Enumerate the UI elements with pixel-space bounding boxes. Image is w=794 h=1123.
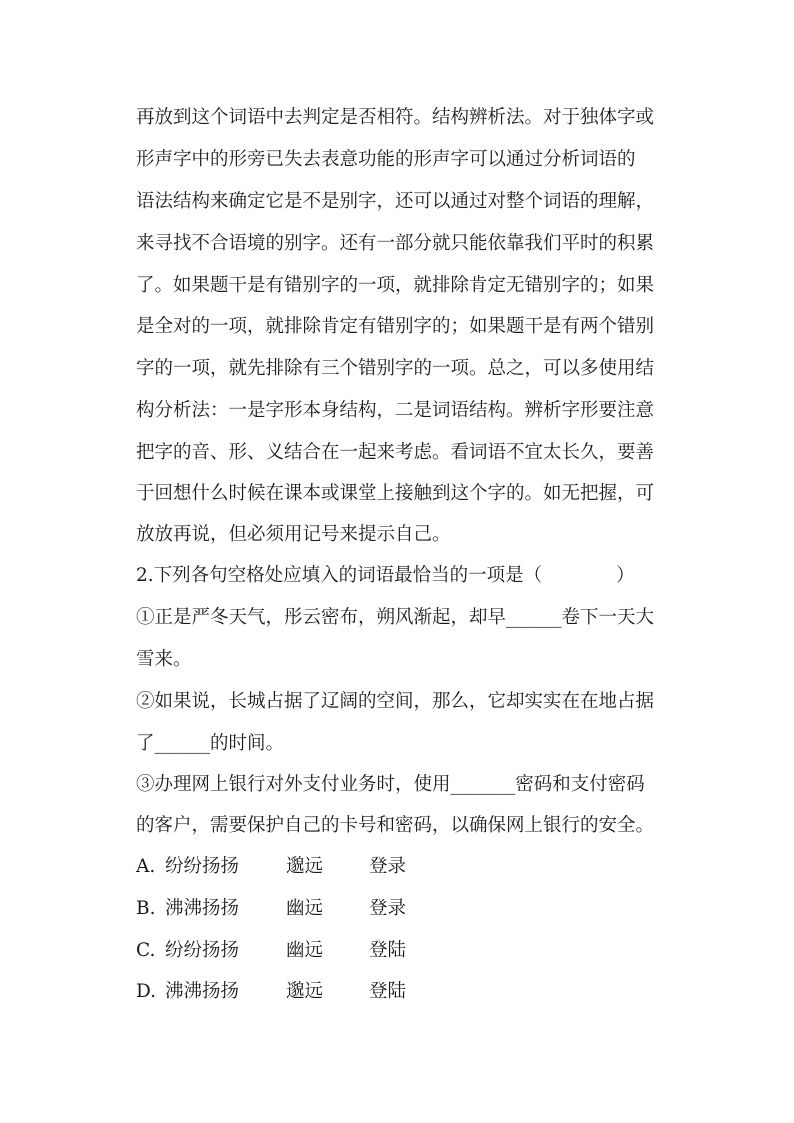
- question-stem: 2.下列各句空格处应填入的词语最恰当的一项是（ ）: [136, 565, 635, 586]
- option-word: 沸沸扬扬: [165, 981, 240, 1002]
- paragraph-line: 构分析法：一是字形本身结构，二是词语结构。辨析字形要注意: [136, 400, 655, 421]
- option-word: 沸沸扬扬: [165, 898, 240, 919]
- option-letter: D.: [136, 981, 157, 1002]
- paragraph-line: 放放再说，但必须用记号来提示自己。: [136, 524, 451, 545]
- paragraph-line: 语法结构来确定它是不是别字，还可以通过对整个词语的理解，: [136, 191, 655, 212]
- option-word: 登陆: [369, 940, 407, 961]
- question-item-line: 雪来。: [136, 649, 192, 670]
- paragraph-line: 字的一项，就先排除有三个错别字的一项。总之，可以多使用结: [136, 358, 655, 379]
- option-word: 纷纷扬扬: [165, 856, 240, 877]
- option-letter: A.: [136, 856, 156, 877]
- option-word: 幽远: [286, 898, 324, 919]
- option-word: 邈远: [286, 856, 324, 877]
- paragraph-line: 是全对的一项，就排除肯定有错别字的；如果题干是有两个错别: [136, 316, 655, 337]
- question-item-line: 了______的时间。: [136, 733, 285, 754]
- option-letter: C.: [136, 940, 156, 961]
- option-letter: B.: [136, 898, 156, 919]
- option-word: 登陆: [369, 981, 407, 1002]
- question-item-line: 的客户，需要保护自己的卡号和密码，以确保网上银行的安全。: [136, 815, 655, 836]
- option-word: 登录: [369, 856, 407, 877]
- question-item-line: ③办理网上银行对外支付业务时，使用_______密码和支付密码: [136, 774, 645, 795]
- option-word: 邈远: [286, 981, 324, 1002]
- paragraph-line: 把字的音、形、义结合在一起来考虑。看词语不宜太长久，要善: [136, 442, 655, 463]
- question-item-line: ②如果说，长城占据了辽阔的空间，那么，它却实实在在地占据: [136, 691, 655, 712]
- paragraph-line: 形声字中的形旁已失去表意功能的形声字可以通过分析词语的: [136, 149, 636, 170]
- paragraph-line: 了。如果题干是有错别字的一项，就排除肯定无错别字的；如果: [136, 275, 655, 296]
- paragraph-line: 来寻找不合语境的别字。还有一部分就只能依靠我们平时的积累: [136, 233, 655, 254]
- option-word: 登录: [369, 898, 407, 919]
- paragraph-line: 再放到这个词语中去判定是否相符。结构辨析法。对于独体字或: [136, 107, 655, 128]
- option-word: 幽远: [286, 940, 324, 961]
- question-item-line: ①正是严冬天气，彤云密布，朔风渐起，却早______卷下一天大: [136, 607, 655, 628]
- paragraph-line: 于回想什么时候在课本或课堂上接触到这个字的。如无把握，可: [136, 483, 655, 504]
- option-word: 纷纷扬扬: [165, 940, 240, 961]
